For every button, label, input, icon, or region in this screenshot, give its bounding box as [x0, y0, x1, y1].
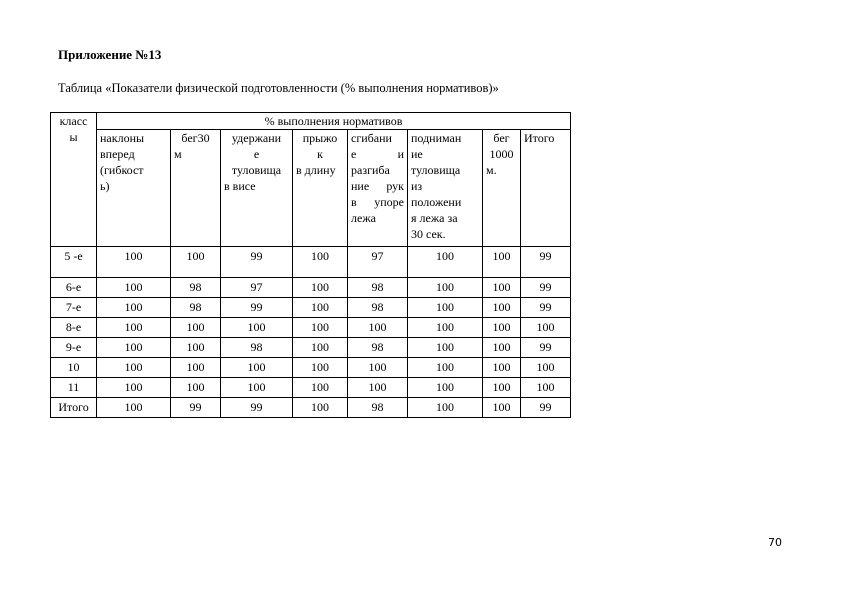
table-row [51, 298, 571, 318]
column-header-line: м [174, 147, 182, 161]
table-cell: 98 [348, 398, 408, 418]
table-cell: 100 [408, 318, 483, 338]
table-cell: 100 [293, 298, 348, 318]
column-header-line: наклоны [100, 131, 145, 145]
column-header-line: ь) [100, 179, 110, 193]
column-header [408, 130, 483, 247]
table-cell: 99 [221, 398, 293, 418]
column-header-line: ние рук [351, 179, 404, 193]
table-cell: 100 [171, 378, 221, 398]
column-header-line: лежа [351, 211, 376, 225]
table-cell: 100 [521, 378, 571, 398]
column-header-line: е [253, 147, 260, 161]
row-label: 7-е [51, 298, 97, 318]
table-row [51, 318, 571, 338]
column-header-line: в упоре [351, 195, 404, 209]
column-header-line: я лежа за [411, 211, 458, 225]
column-header [483, 130, 521, 247]
row-label: 10 [51, 358, 97, 378]
table-cell: 100 [483, 318, 521, 338]
table-cell: 97 [221, 278, 293, 298]
column-header-line: 30 сек. [411, 227, 446, 241]
column-header-line: подниман [411, 131, 462, 145]
table-cell: 100 [483, 378, 521, 398]
column-header-line: туловища [411, 163, 461, 177]
column-header-line: в висе [224, 179, 256, 193]
class-header-line: ы [69, 130, 78, 144]
column-header-line: е и [351, 147, 404, 161]
table-cell: 100 [521, 358, 571, 378]
table-cell: 99 [521, 298, 571, 318]
column-header [348, 130, 408, 247]
table-cell: 100 [408, 338, 483, 358]
table-cell: 100 [171, 318, 221, 338]
table-cell: 100 [408, 358, 483, 378]
table-cell: 100 [293, 338, 348, 358]
column-header-line: прыжо [302, 131, 338, 145]
table-cell: 100 [171, 358, 221, 378]
table-cell: 98 [171, 278, 221, 298]
table-cell: 98 [348, 298, 408, 318]
table-cell: 100 [293, 378, 348, 398]
column-header-line: Итого [524, 131, 555, 145]
table-cell: 100 [221, 358, 293, 378]
header-row-group [51, 113, 571, 130]
table-cell: 100 [348, 378, 408, 398]
table-cell: 99 [221, 298, 293, 318]
table-cell: 100 [483, 398, 521, 418]
table-cell: 100 [408, 247, 483, 278]
table-cell: 100 [483, 247, 521, 278]
table-cell: 99 [521, 278, 571, 298]
column-header [293, 130, 348, 247]
column-header-line: ие [411, 147, 423, 161]
column-header [521, 130, 571, 247]
row-label: 6-е [51, 278, 97, 298]
table-cell: 100 [408, 398, 483, 418]
table-caption: Таблица «Показатели физической подготовленности (% выполнения нормативов)» [58, 81, 499, 95]
table-cell: 100 [221, 378, 293, 398]
table-cell: 100 [293, 247, 348, 278]
table-row [51, 398, 571, 418]
table-cell: 100 [171, 247, 221, 278]
table-cell: 100 [97, 398, 171, 418]
table-cell: 98 [221, 338, 293, 358]
table-cell: 100 [171, 338, 221, 358]
appendix-title: Приложение №13 [58, 47, 162, 62]
table-cell: 98 [348, 338, 408, 358]
group-header: % выполнения нормативов [97, 113, 571, 130]
table-cell: 100 [408, 278, 483, 298]
table-cell: 100 [97, 247, 171, 278]
column-header [171, 130, 221, 247]
column-header-line: бег [493, 131, 510, 145]
row-label: 11 [51, 378, 97, 398]
column-header-line: удержани [231, 131, 282, 145]
column-header-line: 1000 [489, 147, 514, 161]
table-row [51, 358, 571, 378]
table-cell: 100 [483, 338, 521, 358]
table-cell: 100 [521, 318, 571, 338]
table-cell: 99 [171, 398, 221, 418]
column-header-line: к [317, 147, 323, 161]
class-header-line: класс [59, 114, 88, 128]
table-cell: 100 [348, 358, 408, 378]
table-cell: 100 [483, 278, 521, 298]
table-cell: 100 [97, 318, 171, 338]
column-header-line: вперед [100, 147, 135, 161]
header-row-columns [51, 130, 571, 247]
table-cell: 100 [293, 398, 348, 418]
column-header [97, 130, 171, 247]
column-header-line: разгиба [351, 163, 390, 177]
column-header-line: бег30 [181, 131, 210, 145]
table-cell: 100 [483, 358, 521, 378]
table-cell: 100 [293, 358, 348, 378]
table-cell: 100 [97, 338, 171, 358]
row-label: 5 -е [51, 247, 97, 278]
table-cell: 100 [221, 318, 293, 338]
table-cell: 99 [521, 247, 571, 278]
table-cell: 97 [348, 247, 408, 278]
column-header-line: сгибани [351, 131, 392, 145]
table-cell: 99 [221, 247, 293, 278]
table-cell: 100 [483, 298, 521, 318]
column-header-line: в длину [296, 163, 336, 177]
table-cell: 100 [97, 278, 171, 298]
table-row [51, 378, 571, 398]
table-cell: 100 [97, 378, 171, 398]
table-cell: 100 [408, 378, 483, 398]
page-number: 70 [768, 536, 782, 549]
table-row [51, 278, 571, 298]
table-cell: 100 [293, 318, 348, 338]
column-header-line: положени [411, 195, 462, 209]
table-cell: 100 [408, 298, 483, 318]
table-cell: 99 [521, 338, 571, 358]
table-cell: 100 [293, 278, 348, 298]
row-label: 9-е [51, 338, 97, 358]
row-label: Итого [51, 398, 97, 418]
column-header [221, 130, 293, 247]
column-header-line: из [411, 179, 423, 193]
table-cell: 100 [97, 298, 171, 318]
table-cell: 98 [348, 278, 408, 298]
row-label: 8-е [51, 318, 97, 338]
table-cell: 100 [348, 318, 408, 338]
table-cell: 100 [97, 358, 171, 378]
table-cell: 99 [521, 398, 571, 418]
table-row [51, 247, 571, 278]
class-header [51, 113, 97, 247]
table-cell: 98 [171, 298, 221, 318]
fitness-results-table [50, 112, 571, 418]
column-header-line: туловища [231, 163, 282, 177]
column-header-line: (гибкост [100, 163, 144, 177]
table-row [51, 338, 571, 358]
column-header-line: м. [486, 163, 497, 177]
